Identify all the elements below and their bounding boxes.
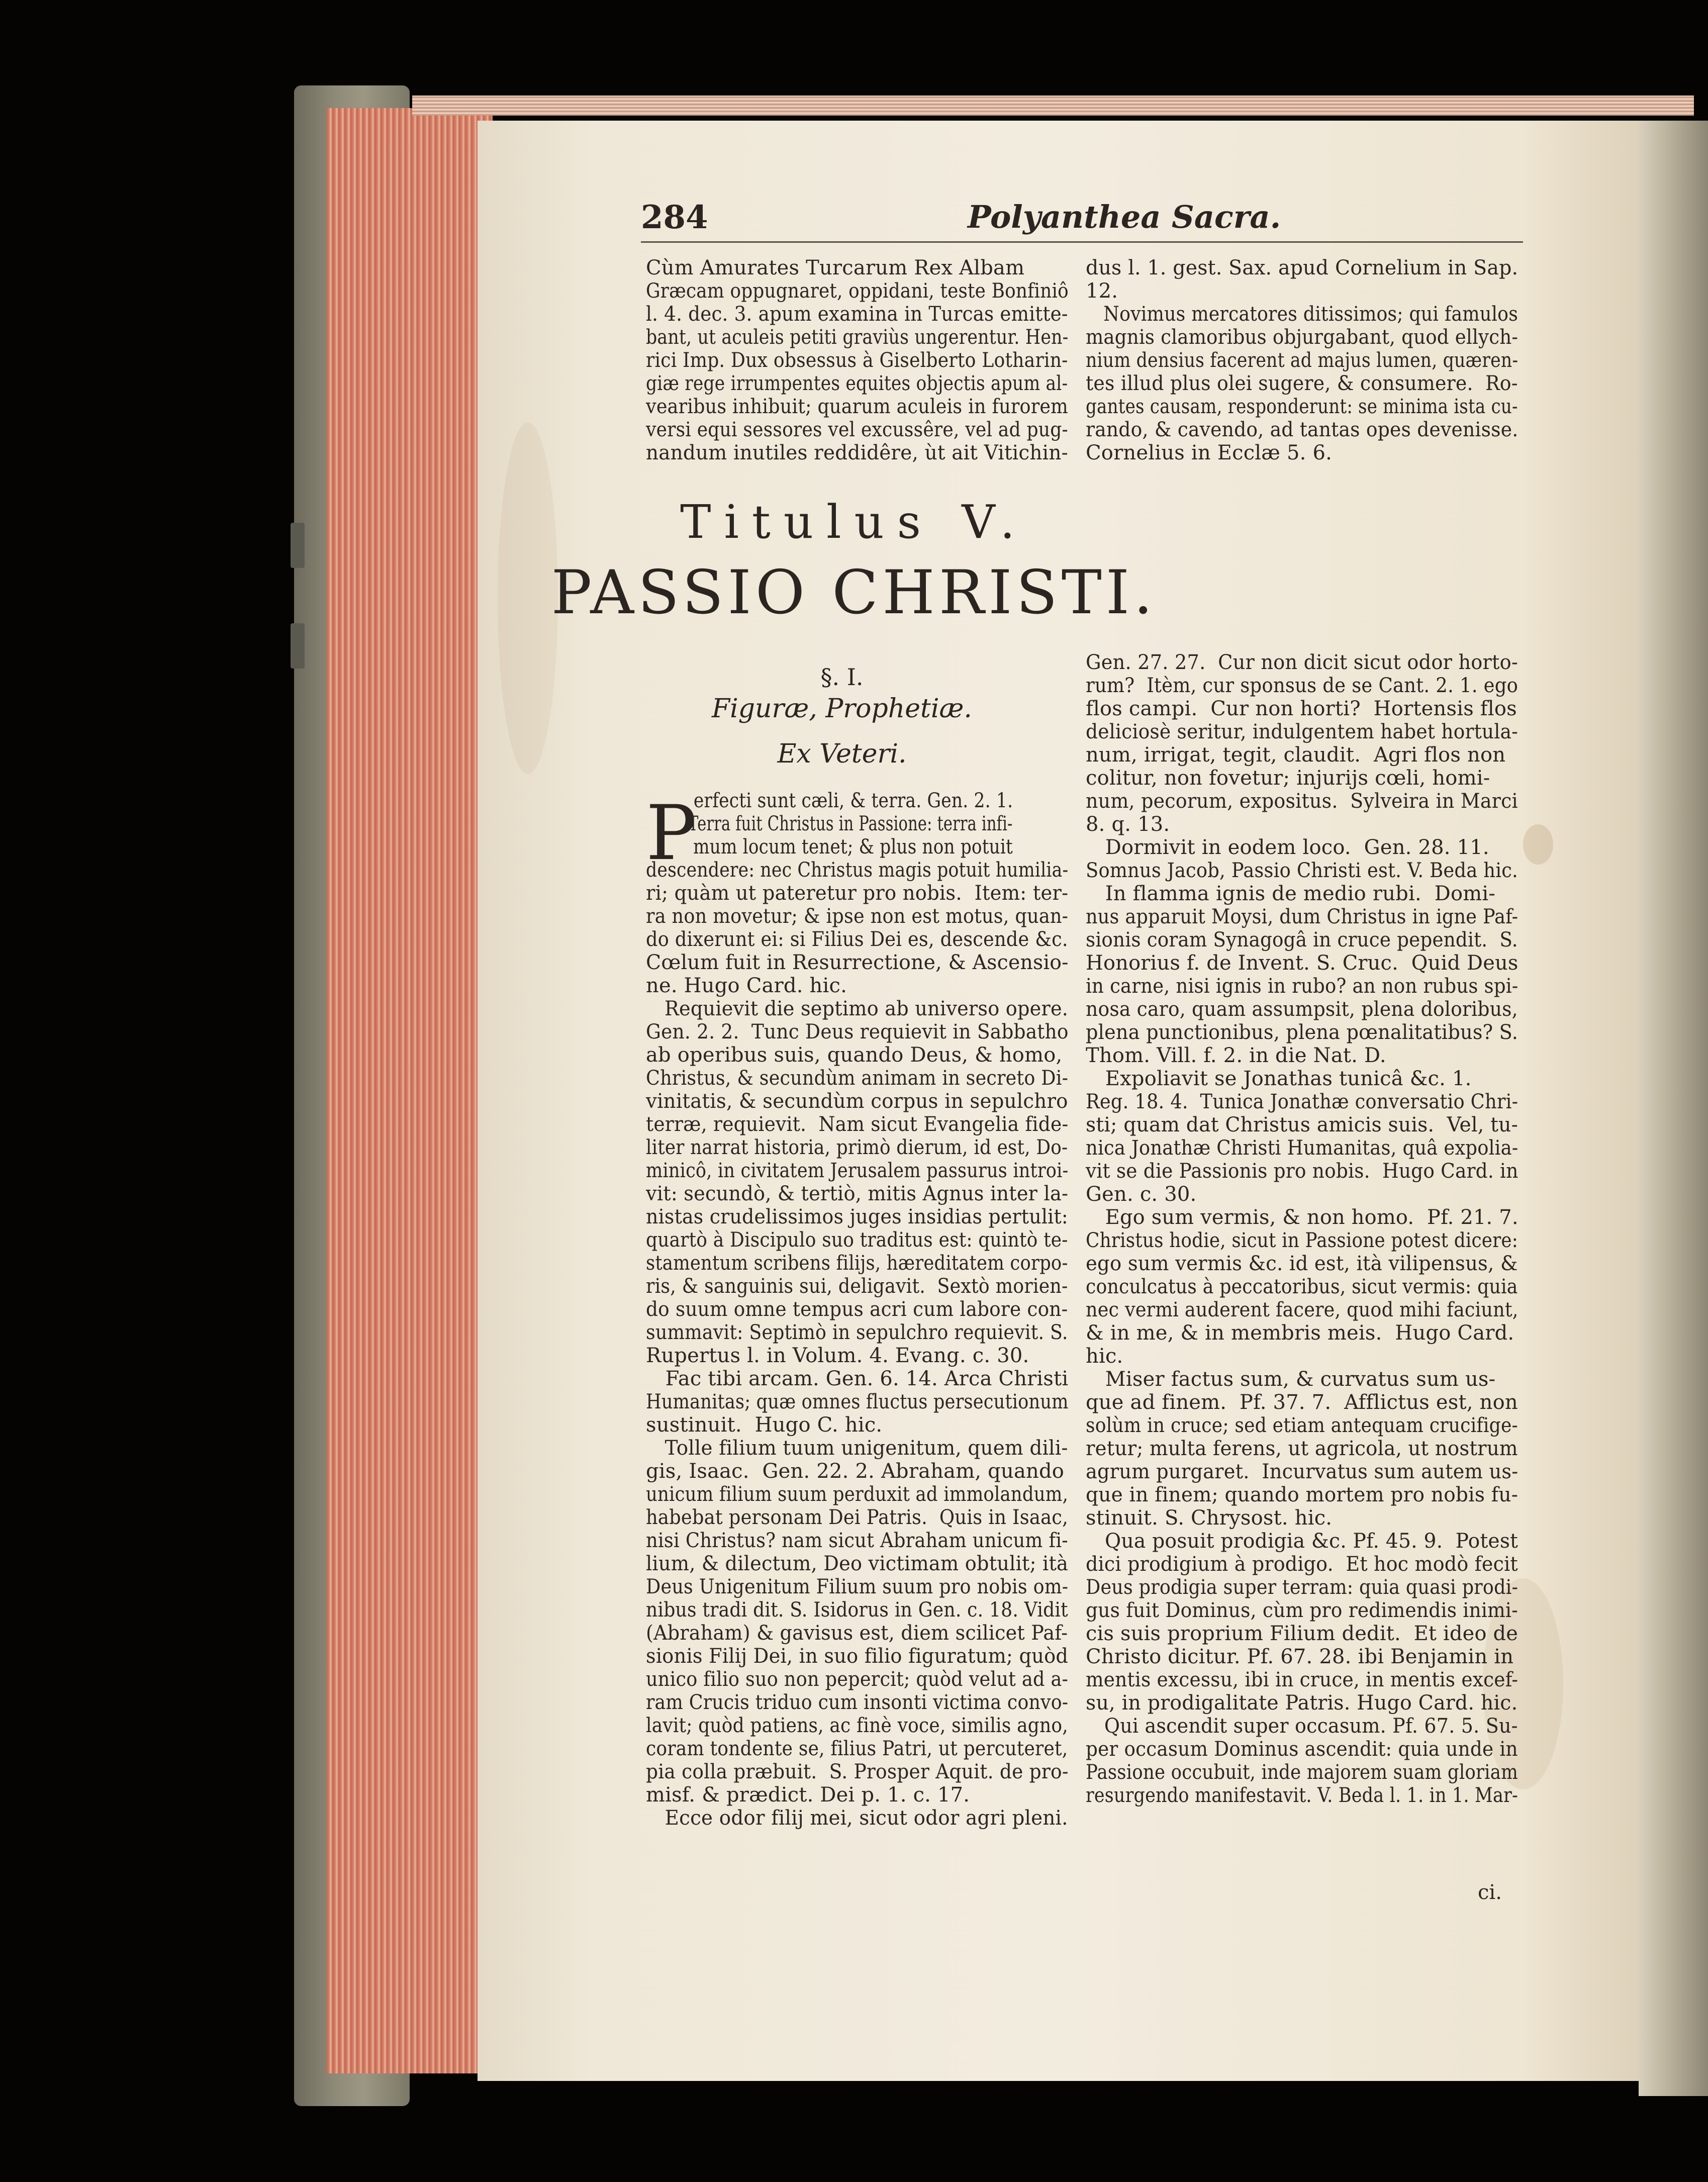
text-line: sionis Filij Dei, in suo filio figuratum; quòd — [646, 1645, 1069, 1668]
text-line: Christo dicitur. Pf. 67. 28. ibi Benjamin in — [1086, 1645, 1514, 1668]
text-line: nec vermi auderent facere, quod mihi faciunt, — [1086, 1298, 1519, 1321]
text-line: solùm in cruce; sed etiam antequam crucifige- — [1086, 1414, 1518, 1437]
drop-cap: P — [646, 790, 697, 877]
text-line: vit se die Passionis pro nobis. Hugo Card. in — [1086, 1160, 1519, 1183]
text-line: Miser factus sum, & curvatus sum us- — [1086, 1368, 1496, 1391]
chapter-heading: PASSIO CHRISTI. — [551, 558, 1157, 628]
text-line: Passione occubuit, inde majorem suam gloriam — [1086, 1761, 1518, 1784]
text-line: nus apparuit Moysi, dum Christus in igne Paf- — [1086, 905, 1519, 928]
left-column — [646, 789, 1068, 1830]
text-line: Cœlum fuit in Resurrectione, & Ascensio- — [646, 951, 1069, 974]
text-line: Gen. 2. 2. Tunc Deus requievit in Sabbatho — [646, 1020, 1069, 1043]
right-column — [1086, 651, 1518, 1807]
text-line: vinitatis, & secundùm corpus in sepulchro — [646, 1090, 1068, 1113]
text-line: Expoliavit se Jonathas tunicâ &c. 1. — [1086, 1067, 1472, 1090]
text-line: in carne, nisi ignis in rubo? an non rubus spi- — [1086, 975, 1519, 998]
text-line: habebat personam Dei Patris. Quis in Isaac, — [646, 1506, 1069, 1529]
text-line: lium, & dilectum, Deo victimam obtulit; ità — [646, 1552, 1069, 1575]
text-line: agrum purgaret. Incurvatus sum autem us- — [1086, 1460, 1519, 1483]
text-line: Honorius f. de Invent. S. Cruc. Quid Deus — [1086, 952, 1519, 975]
text-line: Reg. 18. 4. Tunica Jonathæ conversatio Chri- — [1086, 1090, 1519, 1113]
text-line: Novimus mercatores ditissimos; qui famulos — [1086, 303, 1519, 326]
text-line: Deus prodigia super terram: quia quasi prodi- — [1086, 1576, 1519, 1599]
top-left-column — [646, 256, 1068, 464]
text-line: Dormivit in eodem loco. Gen. 28. 11. — [1086, 836, 1489, 859]
stain — [1523, 824, 1553, 865]
text-line: stinuit. S. Chrysost. hic. — [1086, 1506, 1333, 1530]
text-line: gus fuit Dominus, cùm pro redimendis inimi- — [1086, 1599, 1518, 1622]
text-line: tes illud plus olei sugere, & consumere. Ro- — [1086, 372, 1518, 395]
text-line: rando, & cavendo, ad tantas opes devenisse. — [1086, 418, 1519, 441]
text-line: nisi Christus? nam sicut Abraham unicum fi- — [646, 1529, 1068, 1552]
text-line: mentis excessu, ibi in cruce, in mentis excef- — [1086, 1668, 1519, 1691]
text-line: cis suis proprium Filium dedit. Et ideo de — [1086, 1622, 1519, 1645]
text-line: ram Crucis triduo cum insonti victima convo- — [646, 1691, 1069, 1714]
text-line: sustinuit. Hugo C. hic. — [646, 1413, 883, 1437]
text-line: 8. q. 13. — [1086, 813, 1170, 836]
text-line: Requievit die septimo ab universo opere. — [646, 997, 1069, 1020]
running-title: Polyanthea Sacra. — [968, 199, 1281, 235]
text-line: terræ, requievit. Nam sicut Evangelia fide- — [646, 1113, 1069, 1136]
red-page-edges — [327, 108, 493, 2073]
text-line: Somnus Jacob, Passio Christi est. V. Beda hic. — [1086, 859, 1518, 882]
text-line: Humanitas; quæ omnes fluctus persecutionum — [646, 1390, 1069, 1413]
titulus-heading: Titulus V. — [680, 495, 1028, 549]
page-number: 284 — [641, 199, 708, 236]
text-line: vit: secundò, & tertiò, mitis Agnus inter la- — [646, 1182, 1069, 1205]
text-line: Gen. 27. 27. Cur non dicit sicut odor horto- — [1086, 651, 1518, 674]
section-number: §. I. — [820, 663, 864, 691]
text-line: do dixerunt ei: si Filius Dei es, descende &c. — [646, 928, 1068, 951]
text-line: conculcatus à peccatoribus, sicut vermis: quia — [1086, 1275, 1518, 1298]
text-line: gis, Isaac. Gen. 22. 2. Abraham, quando — [646, 1460, 1065, 1483]
text-line: descendere: nec Christus magis potuit humilia- — [646, 859, 1069, 882]
text-line: que in finem; quando mortem pro nobis fu- — [1086, 1483, 1519, 1506]
text-line: num, pecorum, expositus. Sylveira in Marci — [1086, 790, 1518, 813]
text-line: ra non movetur; & ipse non est motus, quan- — [646, 905, 1069, 928]
text-line: retur; multa ferens, ut agricola, ut nostrum — [1086, 1437, 1518, 1460]
text-line: dus l. 1. gest. Sax. apud Cornelium in Sap. — [1086, 256, 1519, 279]
text-line: Thom. Vill. f. 2. in die Nat. D. — [1086, 1044, 1386, 1067]
text-line: Cùm Amurates Turcarum Rex Albam — [646, 256, 1025, 279]
text-line: resurgendo manifestavit. V. Beda l. 1. in 1. Mar- — [1086, 1784, 1519, 1807]
page-stack-top — [412, 96, 1694, 116]
text-line: unico filio suo non pepercit; quòd velut ad a- — [646, 1668, 1069, 1691]
text-line: Cornelius in Ecclæ 5. 6. — [1086, 441, 1333, 464]
text-line: Qui ascendit super occasum. Pf. 67. 5. Su- — [1086, 1715, 1518, 1738]
head-rule — [641, 241, 1523, 243]
text-line: vearibus inhibuit; quarum aculeis in furorem — [646, 395, 1068, 418]
text-line: erfecti sunt cæli, & terra. Gen. 2. 1. — [693, 789, 1013, 812]
text-line: ris, & sanguinis sui, deligavit. Sextò morien- — [646, 1275, 1068, 1298]
text-line: Christus, & secundùm animam in secreto Di- — [646, 1067, 1069, 1090]
text-line: 12. — [1086, 279, 1118, 303]
text-line: l. 4. dec. 3. apum examina in Turcas emitte- — [646, 303, 1068, 326]
text-line: sionis coram Synagogâ in cruce pependit. S. — [1086, 928, 1518, 952]
text-line: sti; quam dat Christus amicis suis. Vel, tu- — [1086, 1113, 1519, 1136]
text-line: lavit; quòd patiens, ac finè voce, similis agno, — [646, 1714, 1068, 1737]
text-line: ri; quàm ut pateretur pro nobis. Item: ter- — [646, 882, 1069, 905]
section-subtitle: Ex Veteri. — [777, 739, 907, 769]
text-line: nistas crudelissimos juges insidias pertulit: — [646, 1205, 1068, 1228]
text-line: gantes causam, responderunt: se minima ista cu- — [1086, 395, 1518, 418]
text-line: Ego sum vermis, & non homo. Pf. 21. 7. — [1086, 1206, 1519, 1229]
text-line: Rupertus l. in Volum. 4. Evang. c. 30. — [646, 1344, 1029, 1367]
text-line: flos campi. Cur non horti? Hortensis flos — [1086, 697, 1517, 720]
text-line: pia colla præbuit. S. Prosper Aquit. de pro- — [646, 1760, 1069, 1783]
text-line: nium densius facerent ad majus lumen, quæren- — [1086, 349, 1519, 372]
text-line: deliciosè seritur, indulgentem habet hortula- — [1086, 720, 1519, 743]
text-line: Qua posuit prodigia &c. Pf. 45. 9. Potest — [1086, 1530, 1519, 1553]
text-line: Fac tibi arcam. Gen. 6. 14. Arca Christi — [646, 1367, 1069, 1390]
text-line: que ad finem. Pf. 37. 7. Afflictus est, non — [1086, 1391, 1518, 1414]
top-right-column — [1086, 256, 1518, 464]
text-line: Græcam oppugnaret, oppidani, teste Bonfiniô — [646, 279, 1069, 303]
text-line: (Abraham) & gavisus est, diem scilicet Paf- — [646, 1622, 1068, 1645]
text-line: rum? Itèm, cur sponsus de se Cant. 2. 1. ego — [1086, 674, 1519, 697]
text-line: plena punctionibus, plena pœnalitatibus? S. — [1086, 1021, 1519, 1044]
text-line: magnis clamoribus objurgabant, quod ellych- — [1086, 326, 1519, 349]
text-line: ab operibus suis, quando Deus, & homo, — [646, 1043, 1063, 1067]
text-line: do suum omne tempus acri cum labore con- — [646, 1298, 1068, 1321]
text-line: su, in prodigalitate Patris. Hugo Card. hic. — [1086, 1691, 1518, 1715]
text-line: Christus hodie, sicut in Passione potest dicere: — [1086, 1229, 1519, 1252]
catchword: ci. — [1478, 1881, 1502, 1904]
section-title: Figuræ, Prophetiæ. — [712, 694, 972, 724]
text-line: liter narrat historia, primò dierum, id est, Do- — [646, 1136, 1068, 1159]
text-line: misf. & prædict. Dei p. 1. c. 17. — [646, 1783, 970, 1807]
text-line: unicum filium suum perduxit ad immolandum, — [646, 1483, 1069, 1506]
text-line: ego sum vermis &c. id est, ità vilipensus, & — [1086, 1252, 1518, 1275]
text-line: & in me, & in membris meis. Hugo Card. — [1086, 1321, 1514, 1345]
text-line: per occasum Dominus ascendit: quia unde in — [1086, 1738, 1518, 1761]
text-line: minicô, in civitatem Jerusalem passurus introi- — [646, 1159, 1069, 1182]
text-line: Terra fuit Christus in Passione: terra infi- — [688, 812, 1013, 835]
text-line: colitur, non fovetur; injurijs cœli, homi- — [1086, 767, 1490, 790]
text-line: rici Imp. Dux obsessus à Giselberto Lotharin- — [646, 349, 1068, 372]
clasp-lower — [291, 623, 305, 669]
facing-page-edge — [1639, 121, 1708, 2096]
text-line: quartò à Discipulo suo traditus est: quintò te- — [646, 1228, 1068, 1252]
text-line: num, irrigat, tegit, claudit. Agri flos non — [1086, 743, 1506, 767]
text-line: nosa caro, quam assumpsit, plena doloribus, — [1086, 998, 1518, 1021]
text-line: nibus tradi dit. S. Isidorus in Gen. c. 18. Vidit — [646, 1598, 1068, 1622]
text-line: stamentum scribens filijs, hæreditatem corpo- — [646, 1252, 1068, 1275]
text-line: In flamma ignis de medio rubi. Domi- — [1086, 882, 1496, 905]
text-line: nandum inutiles reddidêre, ùt ait Vitichin- — [646, 441, 1068, 464]
text-line: bant, ut aculeis petiti graviùs ungerentur. Hen- — [646, 326, 1069, 349]
text-line: Deus Unigenitum Filium suum pro nobis om- — [646, 1575, 1069, 1598]
text-line: Gen. c. 30. — [1086, 1183, 1197, 1206]
text-line: nica Jonathæ Christi Humanitas, quâ expolia- — [1086, 1136, 1519, 1160]
text-line: versi equi sessores vel excussêre, vel ad pug- — [646, 418, 1068, 441]
text-line: ne. Hugo Card. hic. — [646, 974, 847, 997]
text-line: dici prodigium à prodigo. Et hoc modò fecit — [1086, 1553, 1518, 1576]
running-head — [641, 199, 1460, 234]
text-line: Ecce odor filij mei, sicut odor agri pleni. — [646, 1807, 1068, 1830]
text-line: Tolle filium tuum unigenitum, quem dili- — [646, 1437, 1068, 1460]
text-line: hic. — [1086, 1345, 1123, 1368]
text-line: coram tondente se, filius Patri, ut percuteret, — [646, 1737, 1068, 1760]
text-line: mum locum tenet; & plus non potuit — [693, 835, 1013, 859]
text-line: summavit: Septimò in sepulchro requievit. S. — [646, 1321, 1068, 1344]
text-line: giæ rege irrumpentes equites objectis apum al- — [646, 372, 1068, 395]
